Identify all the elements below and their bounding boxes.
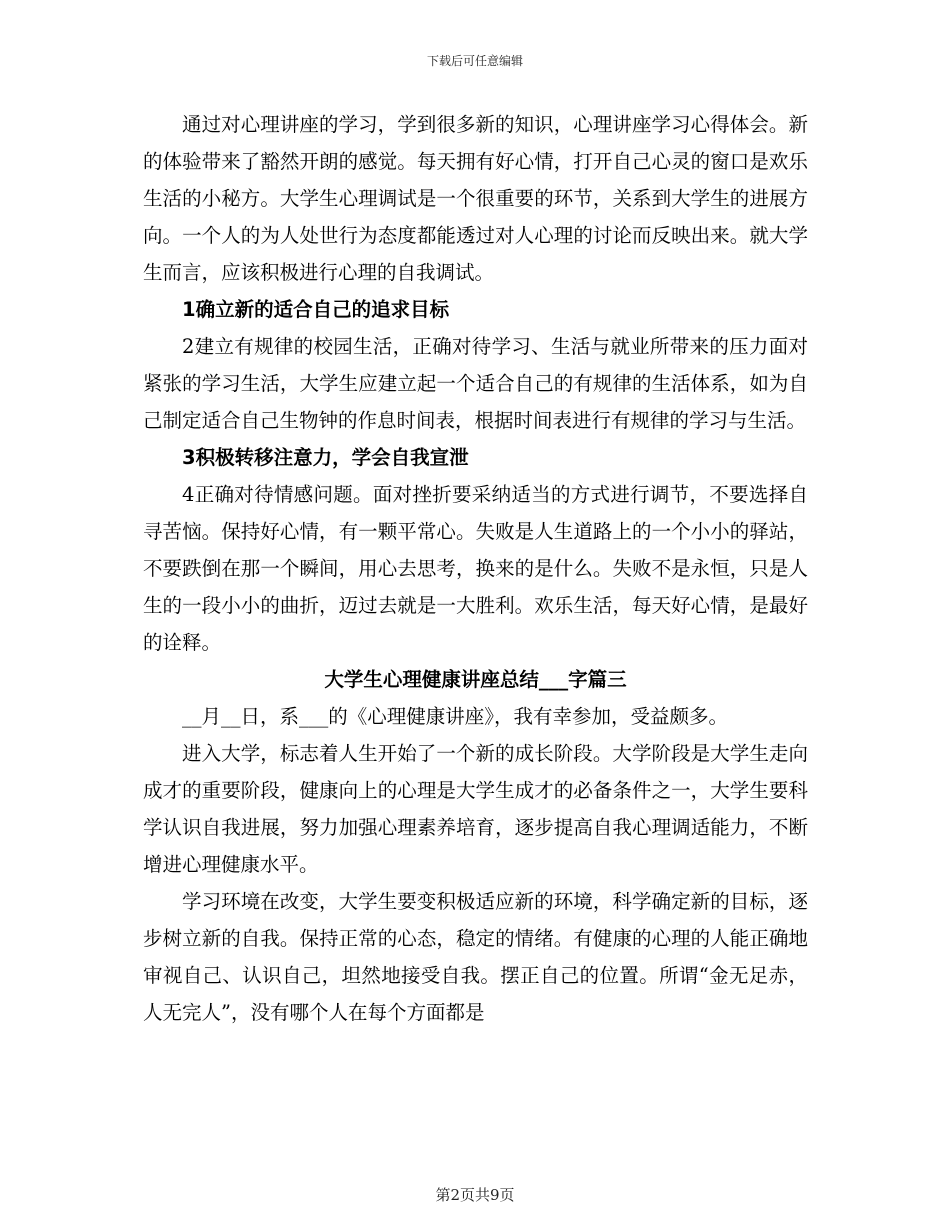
page-header: 下载后可任意编辑 (426, 54, 523, 68)
subheading-attention: 3积极转移注意力，学会自我宣泄 (182, 446, 469, 469)
section-title: 大学生心理健康讲座总结___字篇三 (324, 668, 627, 691)
paragraph-campus-life: 2建立有规律的校园生活，正确对待学习、生活与就业所带来的压力面对紧张的学习生活，大学生应建立起一个适合自己的有规律的生活体系，如为自己制定适合自己生物钟的作息时间表，根据时间表进行有规律的学习与生活。 (143, 335, 808, 432)
paragraph-lecture-date: __月__日，系___的《心理健康讲座》，我有幸参加，受益颇多。 (182, 705, 729, 728)
paragraph-environment: 学习环境在改变，大学生要变积极适应新的环境，科学确定新的目标，逐步树立新的自我。保持正常的心态，稳定的情绪。有健康的心理的人能正确地审视自己、认识自己，坦然地接受自我。摆正自己的位置。所谓“金无足赤，人无完人”，没有哪个人在每个方面都是 (143, 890, 808, 1024)
document-body (143, 106, 808, 1031)
paragraph-intro: 通过对心理讲座的学习，学到很多新的知识，心理讲座学习心得体会。新的体验带来了豁然开朗的感觉。每天拥有好心情，打开自己心灵的窗口是欢乐生活的小秘方。大学生心理调试是一个很重要的环节，关系到大学生的进展方向。一个人的为人处世行为态度都能透过对人心理的讨论而反映出来。就大学生而言，应该积极进行心理的自我调试。 (143, 113, 808, 284)
paragraph-college-stage: 进入大学，标志着人生开始了一个新的成长阶段。大学阶段是大学生走向成才的重要阶段，健康向上的心理是大学生成才的必备条件之一，大学生要科学认识自我进展，努力加强心理素养培育，逐步提高自我心理调适能力，不断增进心理健康水平。 (143, 742, 808, 876)
paragraph-emotion: 4正确对待情感问题。面对挫折要采纳适当的方式进行调节，不要选择自寻苦恼。保持好心情，有一颗平常心。失败是人生道路上的一个小小的驿站，不要跌倒在那一个瞬间，用心去思考，换来的是什么。失败不是永恒，只是人生的一段小小的曲折，迈过去就是一大胜利。欢乐生活，每天好心情，是最好的诠释。 (143, 483, 808, 654)
subheading-goal: 1确立新的适合自己的追求目标 (182, 298, 450, 321)
page-footer: 第2页共9页 (435, 1186, 515, 1204)
